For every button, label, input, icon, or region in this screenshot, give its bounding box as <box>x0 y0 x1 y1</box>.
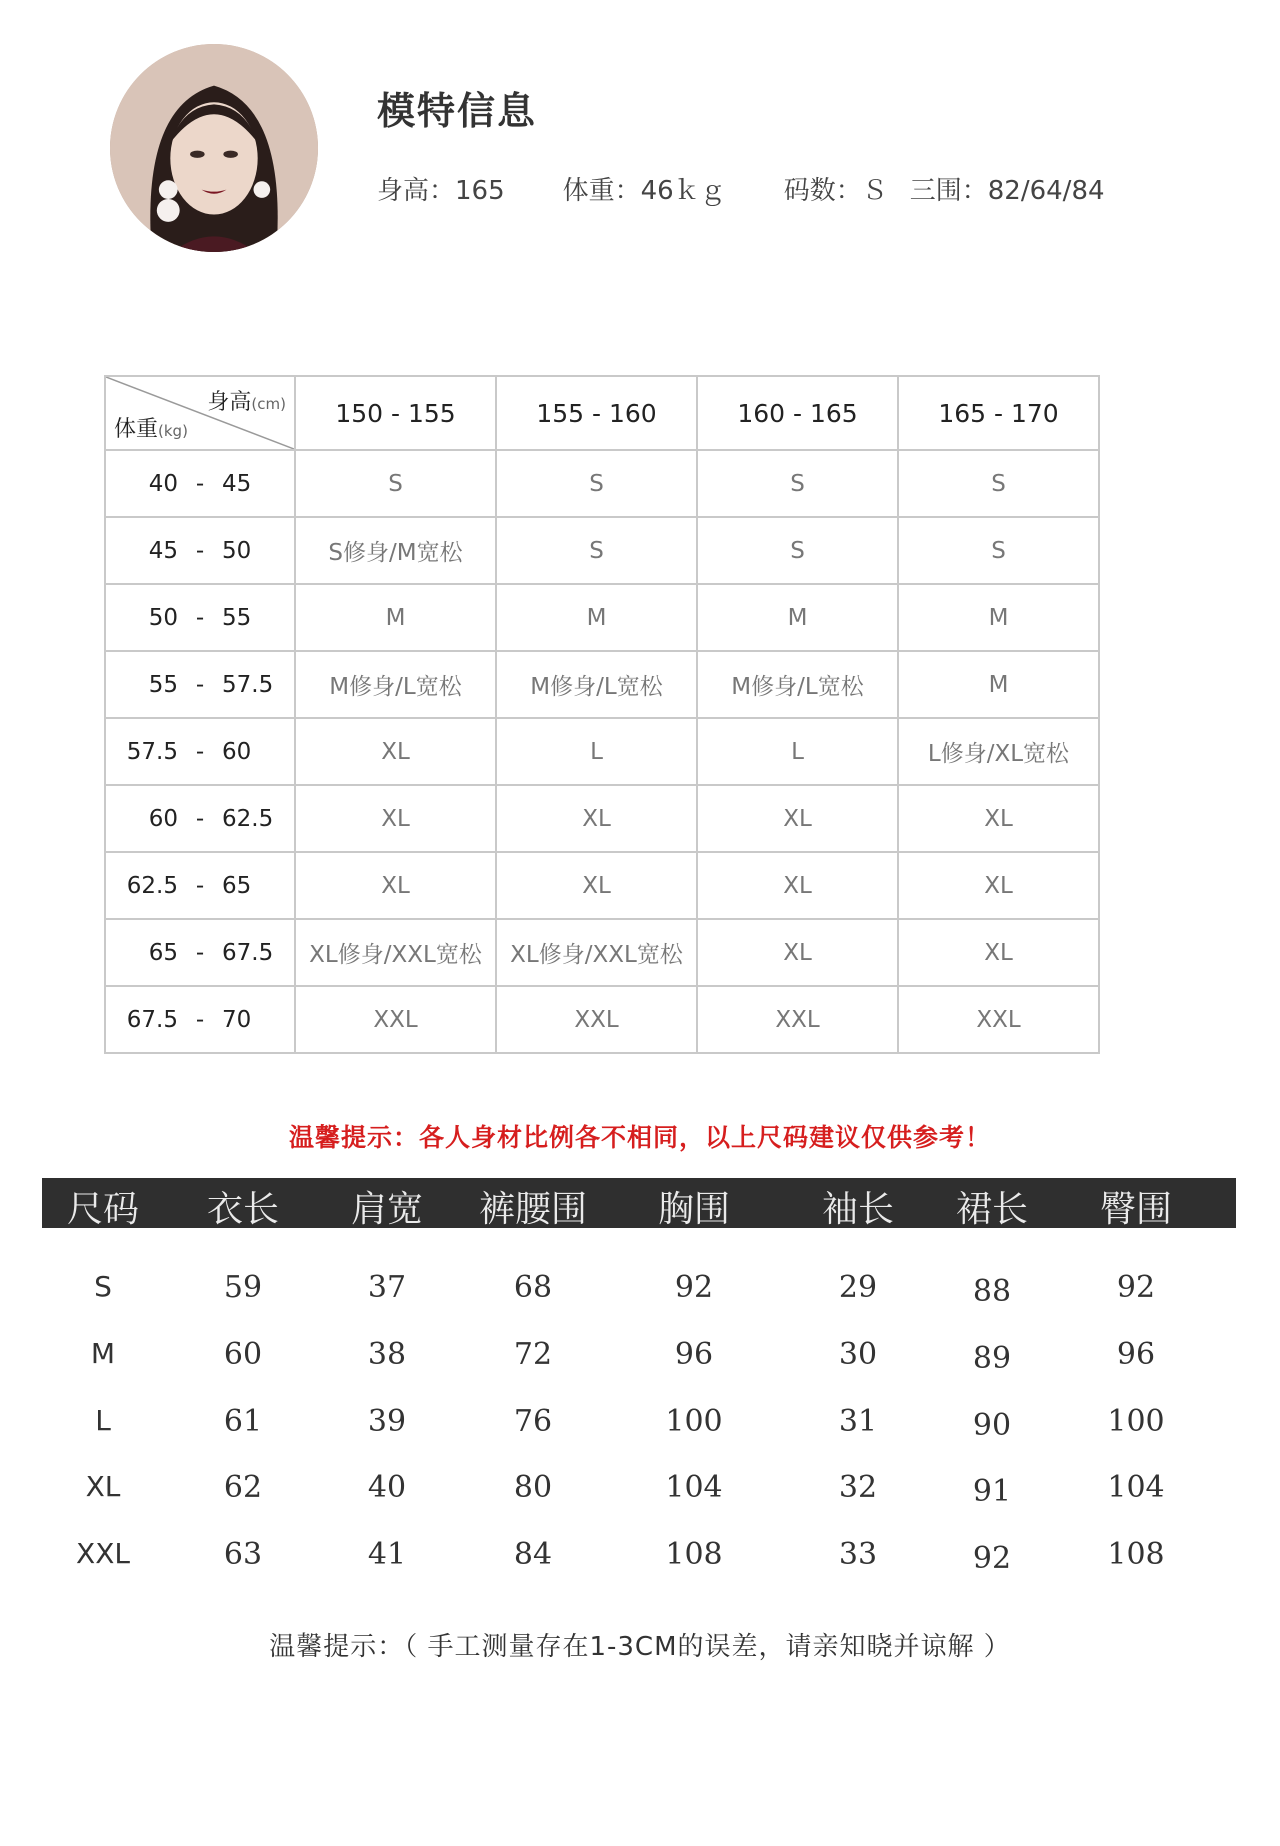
rec-size-cell: M修身/L宽松 <box>496 651 697 718</box>
rec-row <box>105 785 1099 852</box>
rec-size-cell: L修身/XL宽松 <box>898 718 1099 785</box>
weight-to: 60 <box>222 738 252 765</box>
rec-size-cell: M修身/L宽松 <box>697 651 898 718</box>
rec-weight-range <box>105 584 295 651</box>
rec-size-cell: S <box>898 450 1099 517</box>
rec-size-cell: L <box>697 718 898 785</box>
weight-from: 62.5 <box>126 872 178 899</box>
weight-from: 45 <box>148 537 178 564</box>
weight-from: 65 <box>148 939 178 966</box>
rec-size-cell: S修身/M宽松 <box>295 517 496 584</box>
rec-row <box>105 584 1099 651</box>
measurement-header-bar <box>42 1178 1236 1228</box>
model-info-title: 模特信息 <box>377 89 538 133</box>
rec-row <box>105 450 1099 517</box>
rec-row <box>105 517 1099 584</box>
rec-size-cell: XXL <box>496 986 697 1053</box>
rec-size-cell: M <box>496 584 697 651</box>
weight-to: 55 <box>222 604 252 631</box>
measurement-value: 96 <box>1116 1337 1156 1372</box>
weight-to: 45 <box>222 470 252 497</box>
measurement-value: 72 <box>513 1337 553 1372</box>
size-recommendation-table <box>104 375 1100 1054</box>
weight-dash: - <box>195 604 205 631</box>
rec-row <box>105 986 1099 1053</box>
measurement-value: 30 <box>838 1337 878 1372</box>
measurement-size-label: L <box>95 1404 111 1437</box>
measurement-col-header: 肩宽 <box>350 1189 424 1230</box>
rec-weight-range <box>105 517 295 584</box>
rec-size-cell: XXL <box>295 986 496 1053</box>
weight-from: 57.5 <box>126 738 178 765</box>
measurement-size-label: S <box>94 1270 112 1303</box>
rec-size-cell: M <box>295 584 496 651</box>
rec-size-cell: XL <box>697 785 898 852</box>
rec-weight-range <box>105 718 295 785</box>
rec-size-cell: XL <box>496 852 697 919</box>
measurement-value: 62 <box>223 1470 263 1505</box>
rec-col-header: 150 - 155 <box>295 376 496 450</box>
measurement-value: 60 <box>223 1337 263 1372</box>
measurement-value: 31 <box>838 1404 878 1439</box>
weight-from: 40 <box>148 470 178 497</box>
measurement-col-header: 袖长 <box>821 1189 895 1230</box>
weight-dash: - <box>195 537 205 564</box>
rec-col-header: 160 - 165 <box>697 376 898 450</box>
rec-weight-range <box>105 986 295 1053</box>
corner-weight-label: 体重(kg) <box>114 417 188 442</box>
rec-size-cell: S <box>295 450 496 517</box>
rec-row <box>105 852 1099 919</box>
measurement-value: 90 <box>972 1408 1012 1443</box>
rec-size-cell: XL <box>295 718 496 785</box>
rec-header-row <box>105 376 1099 450</box>
measurement-value: 92 <box>674 1270 714 1305</box>
measurement-value: 63 <box>223 1537 263 1572</box>
weight-from: 67.5 <box>126 1006 178 1033</box>
model-portrait-icon <box>110 44 318 252</box>
measurement-col-header: 裤腰围 <box>478 1189 588 1230</box>
weight-dash: - <box>195 872 205 899</box>
weight-to: 62.5 <box>222 805 274 832</box>
measurement-value: 92 <box>1116 1270 1156 1305</box>
measurement-value: 96 <box>674 1337 714 1372</box>
measurement-value: 100 <box>1107 1404 1165 1439</box>
rec-size-cell: XXL <box>898 986 1099 1053</box>
rec-weight-range <box>105 785 295 852</box>
weight-dash: - <box>195 1006 205 1033</box>
rec-size-cell: L <box>496 718 697 785</box>
weight-to: 50 <box>222 537 252 564</box>
model-size: 码数：Ｓ <box>783 176 888 206</box>
rec-size-cell: S <box>496 450 697 517</box>
model-weight: 体重：46ｋｇ <box>562 176 726 206</box>
weight-to: 65 <box>222 872 252 899</box>
measurement-value: 92 <box>972 1541 1012 1576</box>
size-tip-warning: 温馨提示：各人身材比例各不相同，以上尺码建议仅供参考！ <box>288 1123 991 1152</box>
measurement-value: 37 <box>367 1270 407 1305</box>
rec-size-cell: XL <box>898 852 1099 919</box>
rec-size-cell: XL修身/XXL宽松 <box>295 919 496 986</box>
measurement-value: 88 <box>972 1274 1012 1309</box>
measurement-value: 38 <box>367 1337 407 1372</box>
rec-weight-range <box>105 919 295 986</box>
measurement-value: 91 <box>972 1474 1012 1509</box>
measurement-value: 108 <box>1107 1537 1165 1572</box>
rec-size-cell: XL修身/XXL宽松 <box>496 919 697 986</box>
measurement-value: 33 <box>838 1537 878 1572</box>
measurement-col-header: 裙长 <box>955 1189 1029 1230</box>
weight-dash: - <box>195 470 205 497</box>
rec-size-cell: XL <box>697 852 898 919</box>
weight-dash: - <box>195 805 205 832</box>
measurement-value: 89 <box>972 1341 1012 1376</box>
rec-size-cell: XXL <box>697 986 898 1053</box>
measurement-value: 80 <box>513 1470 553 1505</box>
rec-size-cell: XL <box>697 919 898 986</box>
rec-row <box>105 919 1099 986</box>
rec-size-cell: XL <box>295 785 496 852</box>
rec-size-cell: M <box>898 584 1099 651</box>
measurement-value: 76 <box>513 1404 553 1439</box>
weight-dash: - <box>195 738 205 765</box>
measurement-col-header: 尺码 <box>66 1189 140 1230</box>
measurement-value: 100 <box>665 1404 723 1439</box>
corner-height-label: 身高(cm) <box>207 390 286 415</box>
model-stats <box>377 170 1163 207</box>
measurement-size-label: XL <box>85 1470 121 1503</box>
rec-size-cell: XL <box>898 785 1099 852</box>
rec-col-header: 155 - 160 <box>496 376 697 450</box>
measurement-col-header: 胸围 <box>657 1189 731 1230</box>
measurement-col-header: 臀围 <box>1099 1189 1173 1230</box>
measurement-tip: 温馨提示：（ 手工测量存在1-3CM的误差，请亲知晓并谅解 ） <box>269 1632 1011 1662</box>
rec-size-cell: M <box>697 584 898 651</box>
weight-from: 55 <box>148 671 178 698</box>
rec-size-cell: S <box>697 450 898 517</box>
rec-weight-range <box>105 450 295 517</box>
measurement-value: 29 <box>838 1270 878 1305</box>
measurement-value: 41 <box>367 1537 407 1572</box>
rec-row <box>105 651 1099 718</box>
measurement-value: 39 <box>367 1404 407 1439</box>
rec-weight-range <box>105 852 295 919</box>
rec-col-header: 165 - 170 <box>898 376 1099 450</box>
rec-size-cell: XL <box>496 785 697 852</box>
measurement-value: 32 <box>838 1470 878 1505</box>
measurement-value: 61 <box>223 1404 263 1439</box>
rec-size-cell: XL <box>295 852 496 919</box>
measurement-value: 68 <box>513 1270 553 1305</box>
rec-size-cell: M <box>898 651 1099 718</box>
rec-corner-cell <box>105 376 295 450</box>
measurement-size-label: M <box>90 1337 116 1370</box>
weight-dash: - <box>195 939 205 966</box>
rec-size-cell: M修身/L宽松 <box>295 651 496 718</box>
measurement-value: 104 <box>1107 1470 1165 1505</box>
weight-to: 67.5 <box>222 939 274 966</box>
weight-from: 60 <box>148 805 178 832</box>
rec-size-cell: XL <box>898 919 1099 986</box>
measurement-value: 104 <box>665 1470 723 1505</box>
measurement-value: 40 <box>367 1470 407 1505</box>
measurement-value: 84 <box>513 1537 553 1572</box>
model-avatar <box>110 44 318 252</box>
measurement-col-header: 衣长 <box>206 1189 280 1230</box>
measurement-value: 59 <box>223 1270 263 1305</box>
rec-size-cell: S <box>898 517 1099 584</box>
rec-row <box>105 718 1099 785</box>
rec-size-cell: S <box>496 517 697 584</box>
weight-dash: - <box>195 671 205 698</box>
rec-weight-range <box>105 651 295 718</box>
model-measurements: 三围：82/64/84 <box>909 176 1105 206</box>
measurement-size-label: XXL <box>76 1537 130 1570</box>
model-height: 身高：165 <box>377 176 505 206</box>
weight-from: 50 <box>148 604 178 631</box>
weight-to: 57.5 <box>222 671 274 698</box>
rec-size-cell: S <box>697 517 898 584</box>
weight-to: 70 <box>222 1006 252 1033</box>
measurement-value: 108 <box>665 1537 723 1572</box>
